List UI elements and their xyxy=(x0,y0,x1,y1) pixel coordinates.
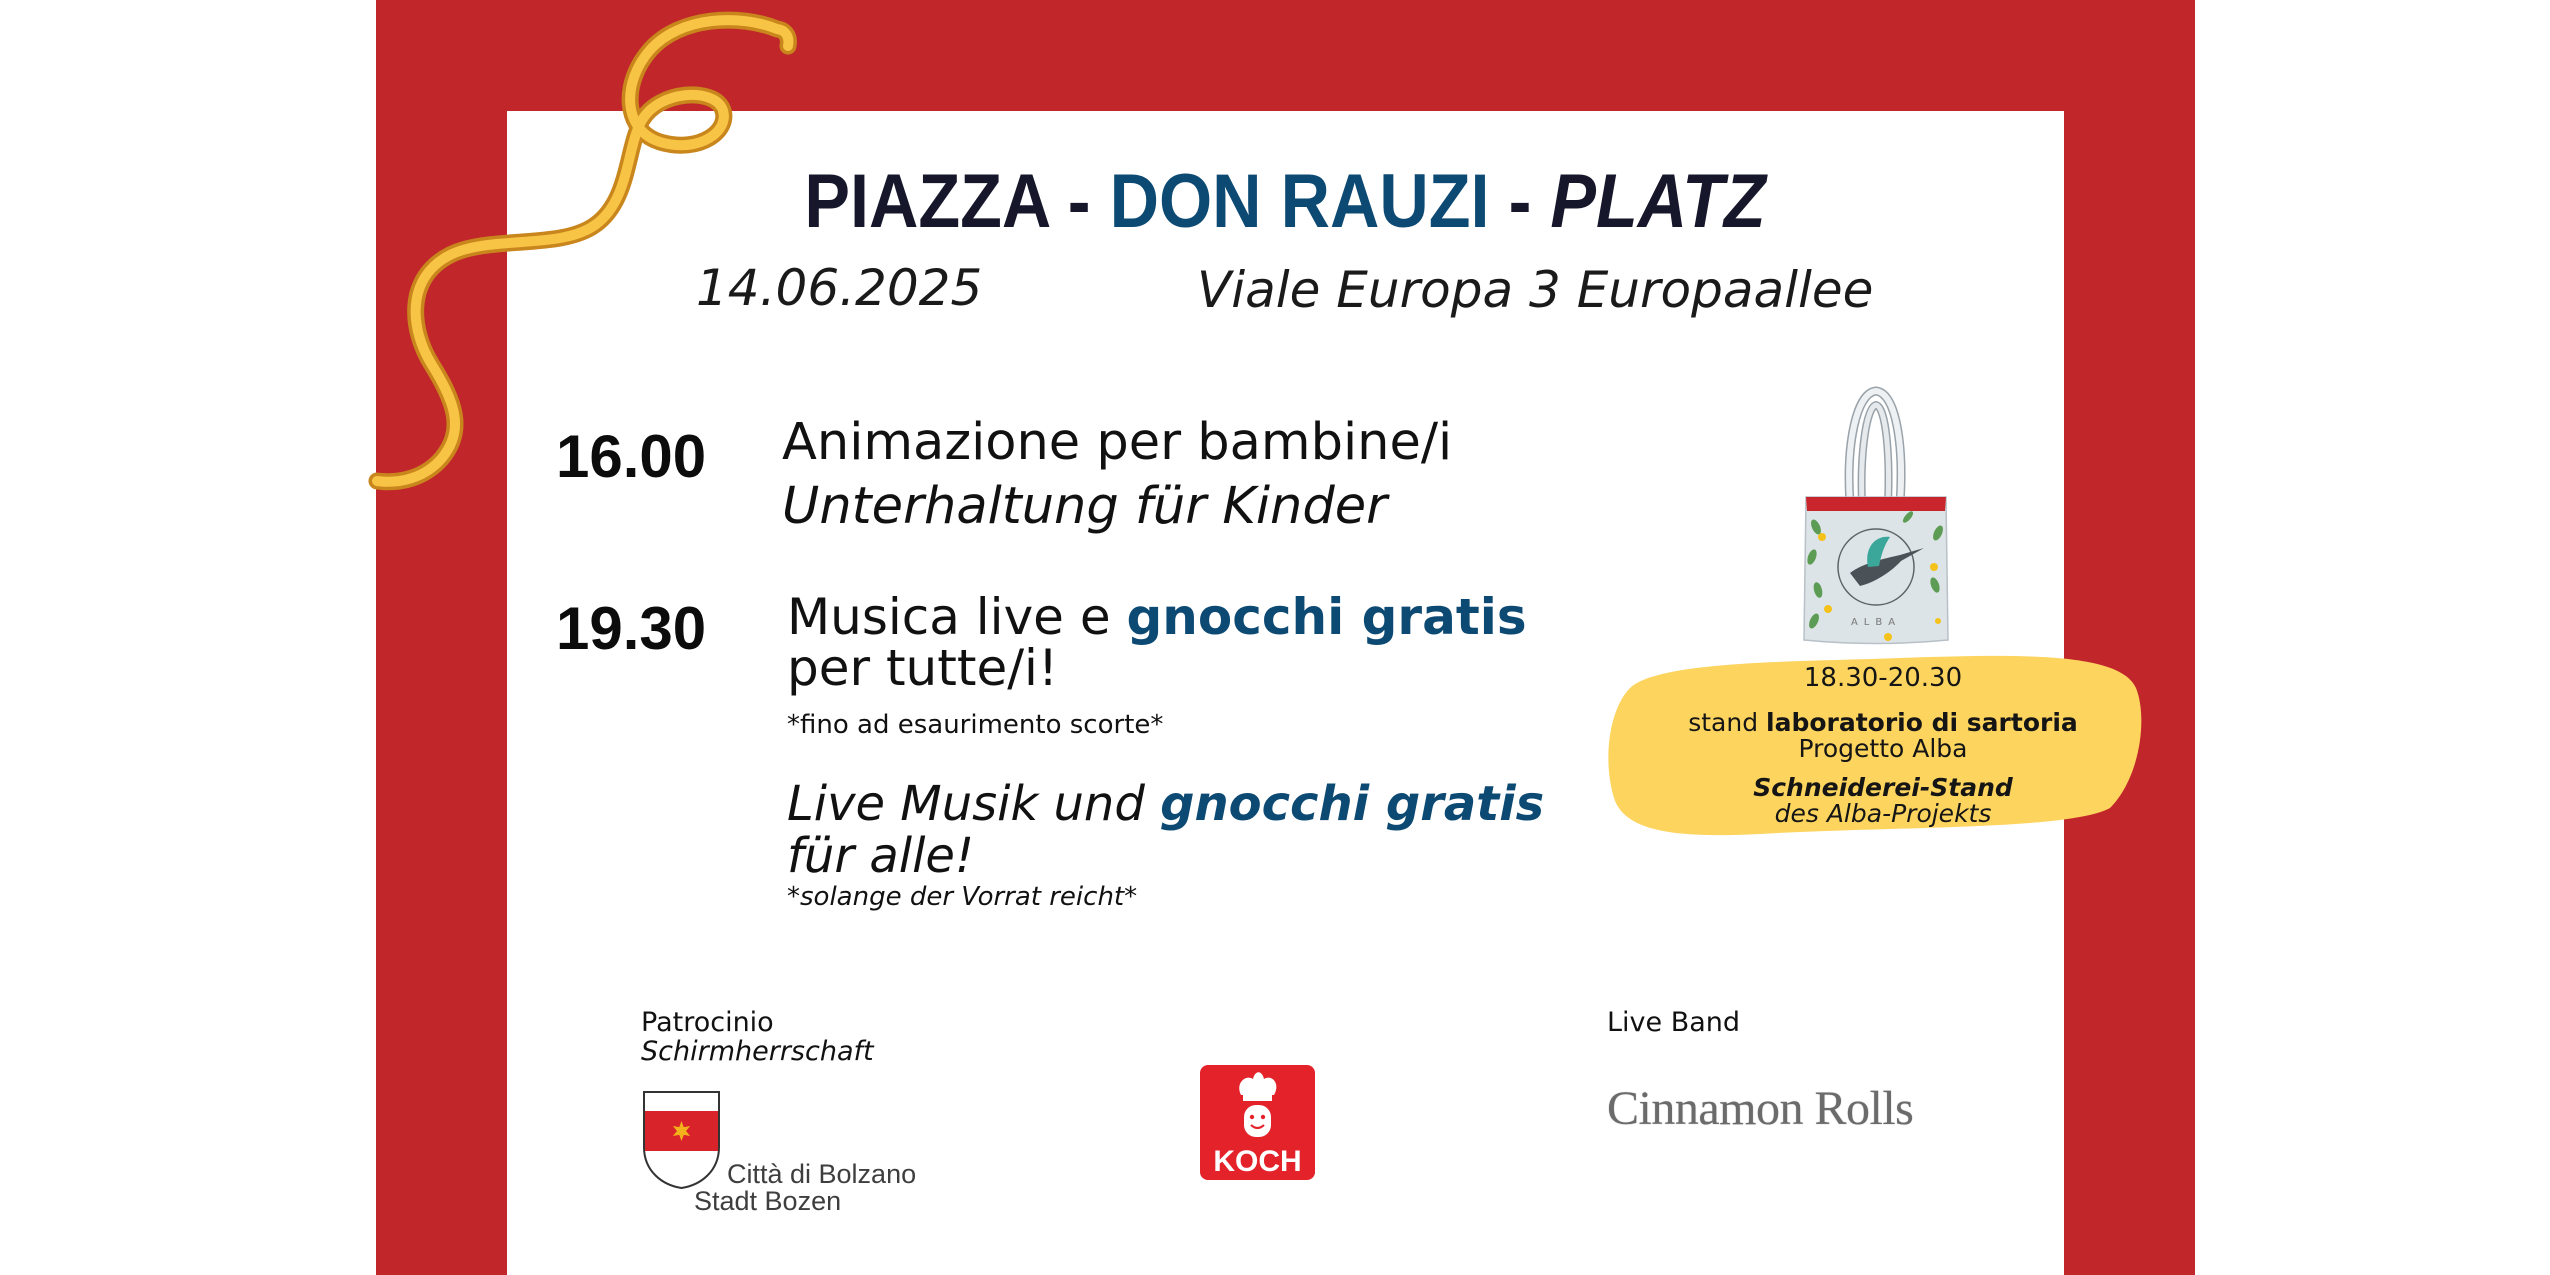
event-address: Viale Europa 3 Europaallee xyxy=(1197,261,1874,319)
bolzano-coat-of-arms-icon xyxy=(641,1089,722,1190)
page-title xyxy=(745,159,1825,244)
schedule-2-de-line1 xyxy=(787,776,1544,834)
schedule-time-2: 19.30 xyxy=(556,595,707,662)
schedule-time-1: 16.00 xyxy=(556,423,707,490)
workshop-it-prefix: stand xyxy=(1688,708,1767,737)
workshop-de-name: Schneiderei-Stand xyxy=(1753,773,2013,802)
koch-logo-icon xyxy=(1200,1065,1315,1180)
schedule-1-it: Animazione per bambine/i xyxy=(782,413,1453,472)
title-piazza: PIAZZA - xyxy=(804,159,1110,244)
schedule-2-de-line2: für alle! xyxy=(787,828,975,884)
schedule-2-de-text: Live Musik und xyxy=(787,776,1161,832)
schedule-2-it-highlight: gnocchi gratis xyxy=(1126,588,1527,646)
schedule-2-it-line2: per tutte/i! xyxy=(787,639,1058,697)
workshop-it-name: laboratorio di sartoria xyxy=(1766,708,2078,737)
schedule-2-de-note: *solange der Vorrat reicht* xyxy=(787,882,1138,912)
pasta-strand-fill xyxy=(377,20,788,482)
bag-logo-text: ALBA xyxy=(1850,617,1902,628)
workshop-de-org: des Alba-Projekts xyxy=(1774,799,1992,828)
schedule-2-it-note: *fino ad esaurimento scorte* xyxy=(787,710,1164,740)
band-name: Cinnamon Rolls xyxy=(1607,1082,1914,1135)
bag-lining xyxy=(1806,497,1946,511)
patronage-label: Patrocinio xyxy=(641,1007,774,1038)
workshop-it-org: Progetto Alba xyxy=(1798,734,1968,763)
schedule-2-it-text: Musica live e xyxy=(787,588,1127,646)
band-label: Live Band xyxy=(1607,1007,1741,1038)
tote-bag-icon xyxy=(1788,385,1958,650)
schedule-1-de: Unterhaltung für Kinder xyxy=(782,477,1388,536)
title-platz: PLATZ xyxy=(1550,159,1766,244)
patronage-label-de: Schirmherrschaft xyxy=(641,1036,874,1067)
pasta-strand-outline xyxy=(377,20,788,482)
title-separator: - xyxy=(1489,159,1551,244)
chef-face xyxy=(1244,1105,1271,1137)
koch-logo-text: KOCH xyxy=(1213,1145,1302,1178)
city-name-de: Stadt Bozen xyxy=(694,1186,842,1216)
workshop-time: 18.30-20.30 xyxy=(1803,663,1963,693)
schedule-2-de-highlight: gnocchi gratis xyxy=(1160,776,1545,832)
city-name-it: Città di Bolzano xyxy=(727,1159,917,1189)
event-date: 14.06.2025 xyxy=(696,259,983,317)
title-don-rauzi: DON RAUZI xyxy=(1109,159,1490,244)
